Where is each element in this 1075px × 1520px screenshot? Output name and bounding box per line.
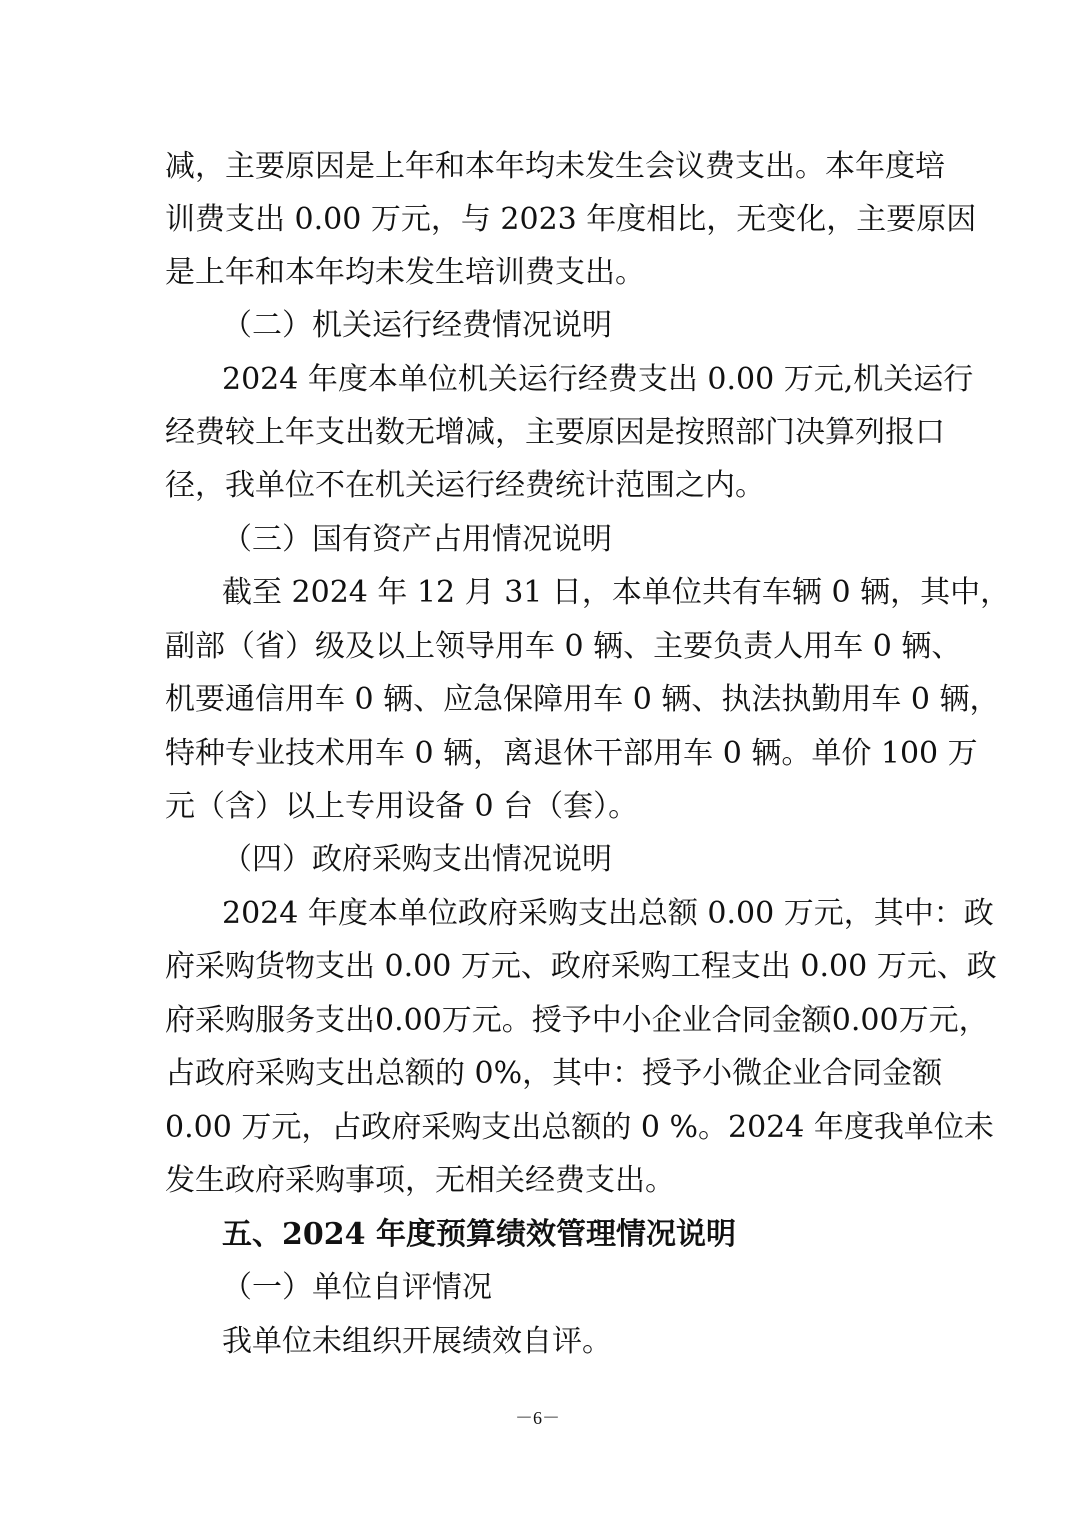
body-text-line: 元（含）以上专用设备 0 台（套）。	[165, 789, 639, 824]
body-text-line: 占政府采购支出总额的 0%，其中：授予小微企业合同金额	[165, 1056, 943, 1091]
body-text-line: 径，我单位不在机关运行经费统计范围之内。	[165, 468, 765, 503]
body-text-line: 是上年和本年均未发生培训费支出。	[165, 255, 645, 290]
body-text-line: 机要通信用车 0 辆、应急保障用车 0 辆、执法执勤用车 0 辆，	[165, 682, 1000, 717]
chapter-heading: 五、2024 年度预算绩效管理情况说明	[222, 1217, 736, 1252]
body-text-line: 府采购货物支出 0.00 万元、政府采购工程支出 0.00 万元、政	[165, 949, 997, 984]
section-heading: （四）政府采购支出情况说明	[222, 842, 612, 877]
body-text-line: 训费支出 0.00 万元，与 2023 年度相比，无变化，主要原因	[165, 202, 977, 237]
body-text-line: 减，主要原因是上年和本年均未发生会议费支出。本年度培	[165, 149, 945, 184]
body-text-line: 府采购服务支出0.00万元。授予中小企业合同金额0.00万元，	[165, 1003, 989, 1038]
section-heading: （二）机关运行经费情况说明	[222, 308, 612, 343]
page-number: －6－	[515, 1408, 560, 1428]
section-heading: （三）国有资产占用情况说明	[222, 522, 612, 557]
body-text-line: 截至 2024 年 12 月 31 日，本单位共有车辆 0 辆，其中，	[222, 575, 1011, 610]
body-text-line: 副部（省）级及以上领导用车 0 辆、主要负责人用车 0 辆、	[165, 629, 962, 664]
body-text-line: 0.00 万元，占政府采购支出总额的 0 %。2024 年度我单位未	[165, 1110, 994, 1145]
body-text-line: 我单位未组织开展绩效自评。	[222, 1324, 612, 1359]
body-text-line: 经费较上年支出数无增减，主要原因是按照部门决算列报口	[165, 415, 945, 450]
section-heading: （一）单位自评情况	[222, 1270, 492, 1305]
body-text-line: 2024 年度本单位机关运行经费支出 0.00 万元,机关运行	[222, 362, 974, 397]
body-text-line: 特种专业技术用车 0 辆，离退休干部用车 0 辆。单价 100 万	[165, 736, 978, 771]
body-text-line: 发生政府采购事项，无相关经费支出。	[165, 1163, 675, 1198]
body-text-line: 2024 年度本单位政府采购支出总额 0.00 万元，其中：政	[222, 896, 994, 931]
